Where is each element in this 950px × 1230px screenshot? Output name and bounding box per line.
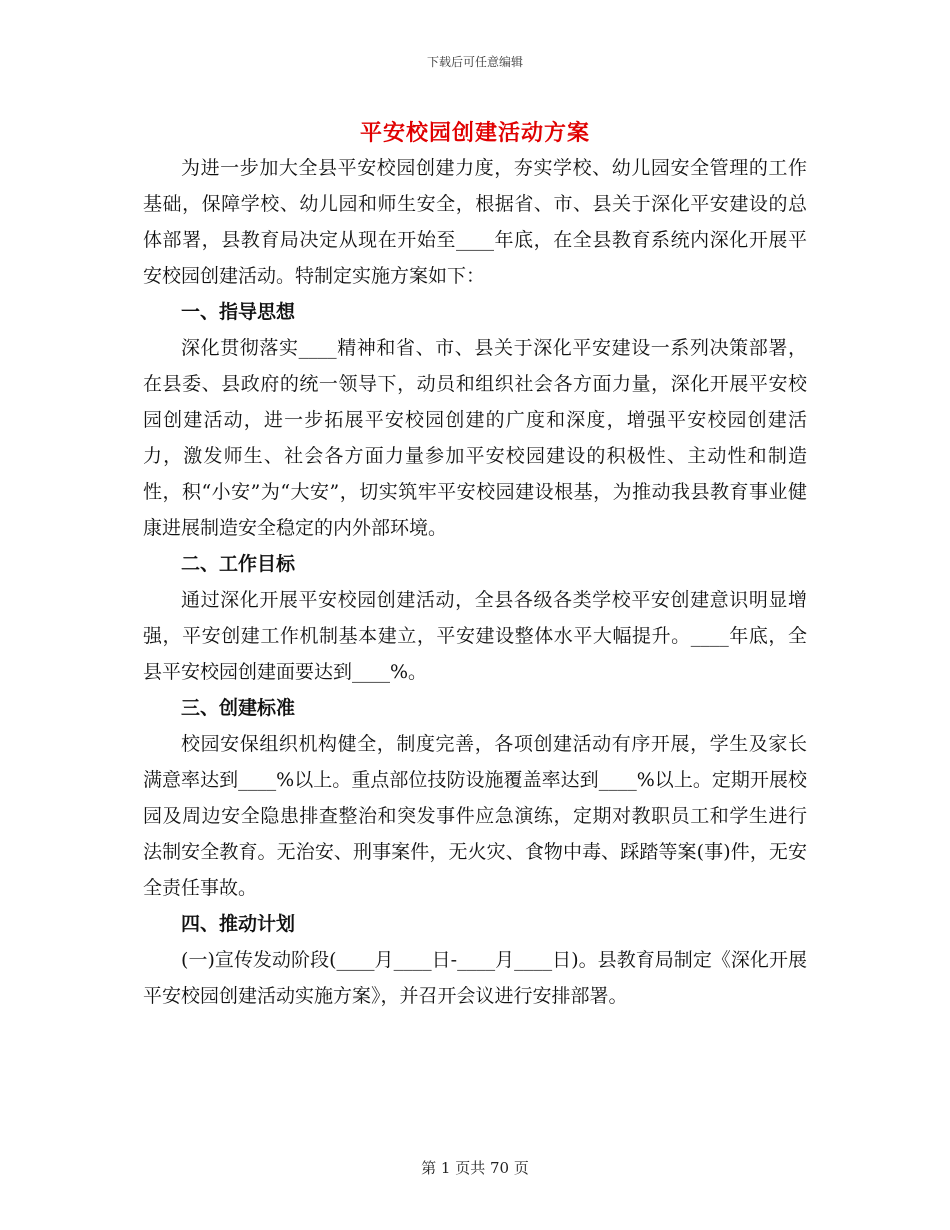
section-paragraph-standards: 校园安保组织机构健全，制度完善，各项创建活动有序开展，学生及家长满意率达到____%以上。重点部位技防设施覆盖率达到____%以上。定期开展校园及周边安全隐患排查整治和突发事件应急演练，定期对教职员工和学生进行法制安全教育。无治安、刑事案件，无火灾、食物中毒、踩踏等案(事)件，无安全责任事故。 [143,733,807,899]
section-paragraph-plan: (一)宣传发动阶段(____月____日-____月____日)。县教育局制定《深化开展平安校园创建活动实施方案》，并召开会议进行安排部署。 [143,949,807,1007]
section-heading-standards: 三、创建标准 [181,697,296,719]
page-footer: 第 1 页共 70 页 [421,1159,529,1177]
section-paragraph-guiding-ideology: 深化贯彻落实____精神和省、市、县关于深化平安建设一系列决策部署，在县委、县政府的统一领导下，动员和组织社会各方面力量，深化开展平安校园创建活动，进一步拓展平安校园创建的广度和深度，增强平安校园创建活力，激发师生、社会各方面力量参加平安校园建设的积极性、主动性和制造性，积“小安”为“大安”，切实筑牢平安校园建设根基，为推动我县教育事业健康进展制造安全稳定的内外部环境。 [143,337,807,539]
section-heading-work-goals: 二、工作目标 [181,553,296,575]
section-heading-plan: 四、推动计划 [181,913,296,935]
section-heading-guiding-ideology: 一、指导思想 [181,301,296,323]
page-header: 下载后可任意编辑 [426,55,523,69]
document-title: 平安校园创建活动方案 [359,120,590,146]
section-paragraph-work-goals: 通过深化开展平安校园创建活动，全县各级各类学校平安创建意识明显增强，平安创建工作机制基本建立，平安建设整体水平大幅提升。____年底，全县平安校园创建面要达到____%。 [143,589,807,683]
intro-paragraph: 为进一步加大全县平安校园创建力度，夯实学校、幼儿园安全管理的工作基础，保障学校、幼儿园和师生安全，根据省、市、县关于深化平安建设的总体部署，县教育局决定从现在开始至____年底，在全县教育系统内深化开展平安校园创建活动。特制定实施方案如下： [143,157,807,287]
document-body [143,150,807,1014]
